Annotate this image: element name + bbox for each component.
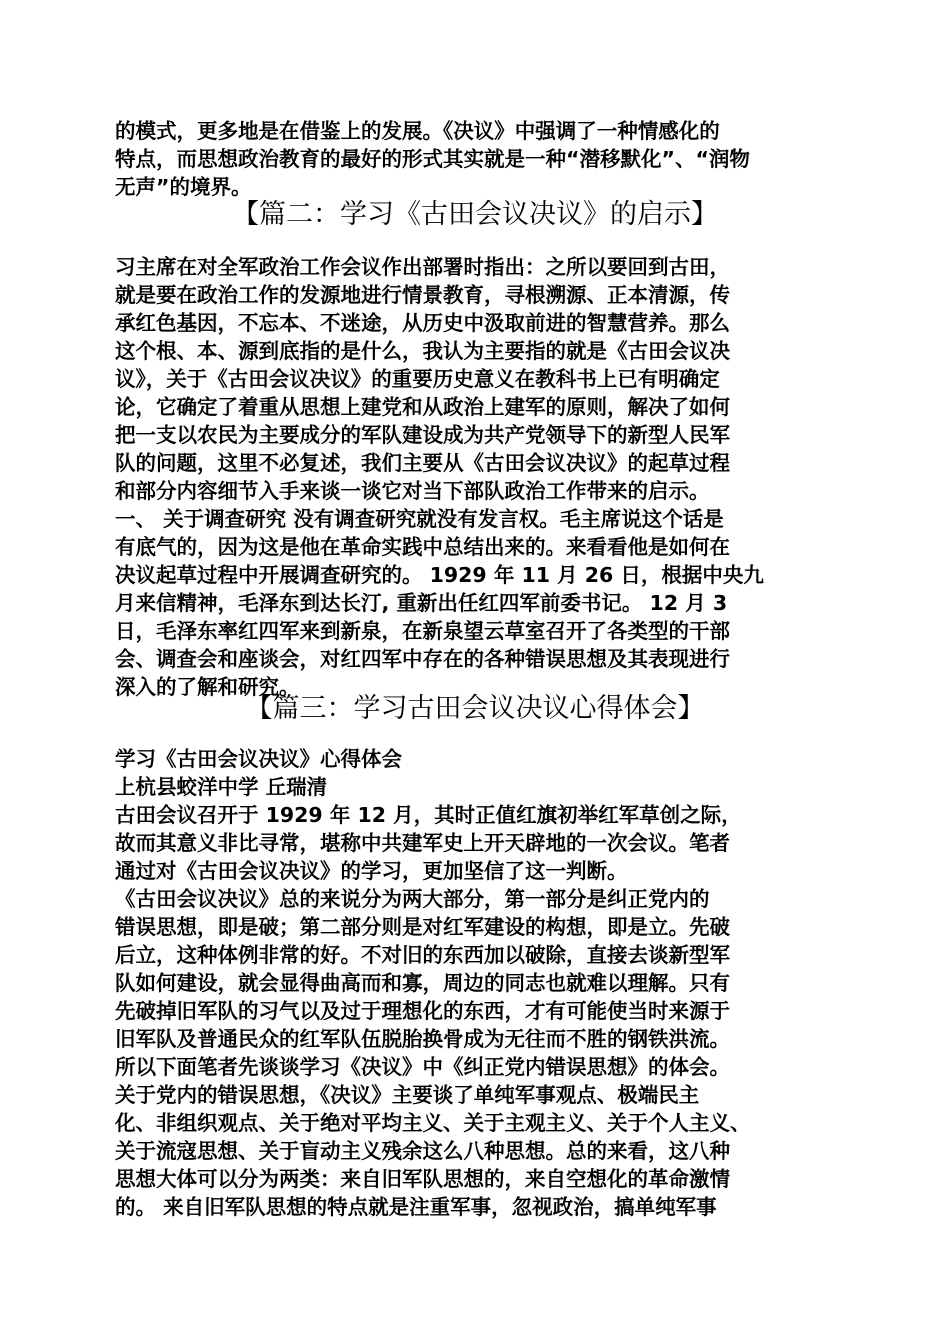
body-line: 先破掉旧军队的习气以及过于理想化的东西，才有可能使当时来源于 bbox=[115, 999, 730, 1023]
body-line: 关于流寇思想、关于盲动主义残余这么八种思想。总的来看，这八种 bbox=[115, 1139, 730, 1163]
body-line: 这个根、本、源到底指的是什么，我认为主要指的就是《古田会议决 bbox=[115, 339, 730, 363]
body-line: 承红色基因，不忘本、不迷途，从历史中汲取前进的智慧营养。那么 bbox=[115, 311, 730, 335]
body-line: 决议起草过程中开展调查研究的。 1929 年 11 月 26 日，根据中央九 bbox=[115, 563, 764, 587]
body-line: 错误思想，即是破；第二部分则是对红军建设的构想，即是立。先破 bbox=[115, 915, 730, 939]
body-line: 思想大体可以分为两类：来自旧军队思想的，来自空想化的革命激情 bbox=[115, 1167, 730, 1191]
body-line: 的模式，更多地是在借鉴上的发展。《决议》中强调了一种情感化的 bbox=[115, 119, 720, 143]
body-line: 化、非组织观点、关于绝对平均主义、关于主观主义、关于个人主义、 bbox=[115, 1111, 751, 1135]
body-line: 旧军队及普通民众的红军队伍脱胎换骨成为无往而不胜的钢铁洪流。 bbox=[115, 1027, 730, 1051]
body-line: 的。 来自旧军队思想的特点就是注重军事，忽视政治，搞单纯军事 bbox=[115, 1195, 717, 1219]
section-heading-part2: 【篇二：学习《古田会议决议》的启示】 bbox=[232, 199, 718, 230]
body-line: 议》，关于《古田会议决议》的重要历史意义在教科书上已有明确定 bbox=[115, 367, 720, 391]
author-line: 上杭县蛟洋中学 丘瑞清 bbox=[115, 775, 328, 799]
subtitle-line: 学习《古田会议决议》心得体会 bbox=[115, 747, 402, 771]
body-line: 无声”的境界。 bbox=[115, 175, 252, 199]
body-line: 一、 关于调查研究 没有调查研究就没有发言权。毛主席说这个话是 bbox=[115, 507, 724, 531]
body-line: 会、调查会和座谈会，对红四军中存在的各种错误思想及其表现进行 bbox=[115, 647, 730, 671]
body-line: 日，毛泽东率红四军来到新泉，在新泉望云草室召开了各类型的干部 bbox=[115, 619, 730, 643]
body-line: 月来信精神，毛泽东到达长汀, 重新出任红四军前委书记。 12 月 3 bbox=[115, 591, 728, 615]
section-heading-part3: 【篇三：学习古田会议决议心得体会】 bbox=[245, 693, 705, 724]
body-line: 队如何建设，就会显得曲高而和寡，周边的同志也就难以理解。只有 bbox=[115, 971, 730, 995]
body-line: 把一支以农民为主要成分的军队建设成为共产党领导下的新型人民军 bbox=[115, 423, 730, 447]
body-line: 论，它确定了着重从思想上建党和从政治上建军的原则，解决了如何 bbox=[115, 395, 730, 419]
body-line: 后立，这种体例非常的好。不对旧的东西加以破除，直接去谈新型军 bbox=[115, 943, 730, 967]
body-line: 习主席在对全军政治工作会议作出部署时指出：之所以要回到古田， bbox=[115, 255, 730, 279]
body-line: 队的问题，这里不必复述，我们主要从《古田会议决议》的起草过程 bbox=[115, 451, 730, 475]
body-line: 所以下面笔者先谈谈学习《决议》中《纠正党内错误思想》的体会。 bbox=[115, 1055, 730, 1079]
body-line: 和部分内容细节入手来谈一谈它对当下部队政治工作带来的启示。 bbox=[115, 479, 710, 503]
body-line: 关于党内的错误思想，《决议》主要谈了单纯军事观点、极端民主 bbox=[115, 1083, 700, 1107]
body-line: 通过对《古田会议决议》的学习，更加坚信了这一判断。 bbox=[115, 859, 628, 883]
body-line: 故而其意义非比寻常，堪称中共建军史上开天辟地的一次会议。笔者 bbox=[115, 831, 730, 855]
body-line: 就是要在政治工作的发源地进行情景教育，寻根溯源、正本清源，传 bbox=[115, 283, 730, 307]
body-line: 有底气的，因为这是他在革命实践中总结出来的。来看看他是如何在 bbox=[115, 535, 730, 559]
body-line: 古田会议召开于 1929 年 12 月，其时正值红旗初举红军草创之际， bbox=[115, 803, 742, 827]
body-line: 特点，而思想政治教育的最好的形式其实就是一种“潜移默化”、“润物 bbox=[115, 147, 750, 171]
body-line: 深入的了解和研究。 bbox=[115, 675, 300, 699]
body-line: 《古田会议决议》总的来说分为两大部分，第一部分是纠正党内的 bbox=[115, 887, 710, 911]
